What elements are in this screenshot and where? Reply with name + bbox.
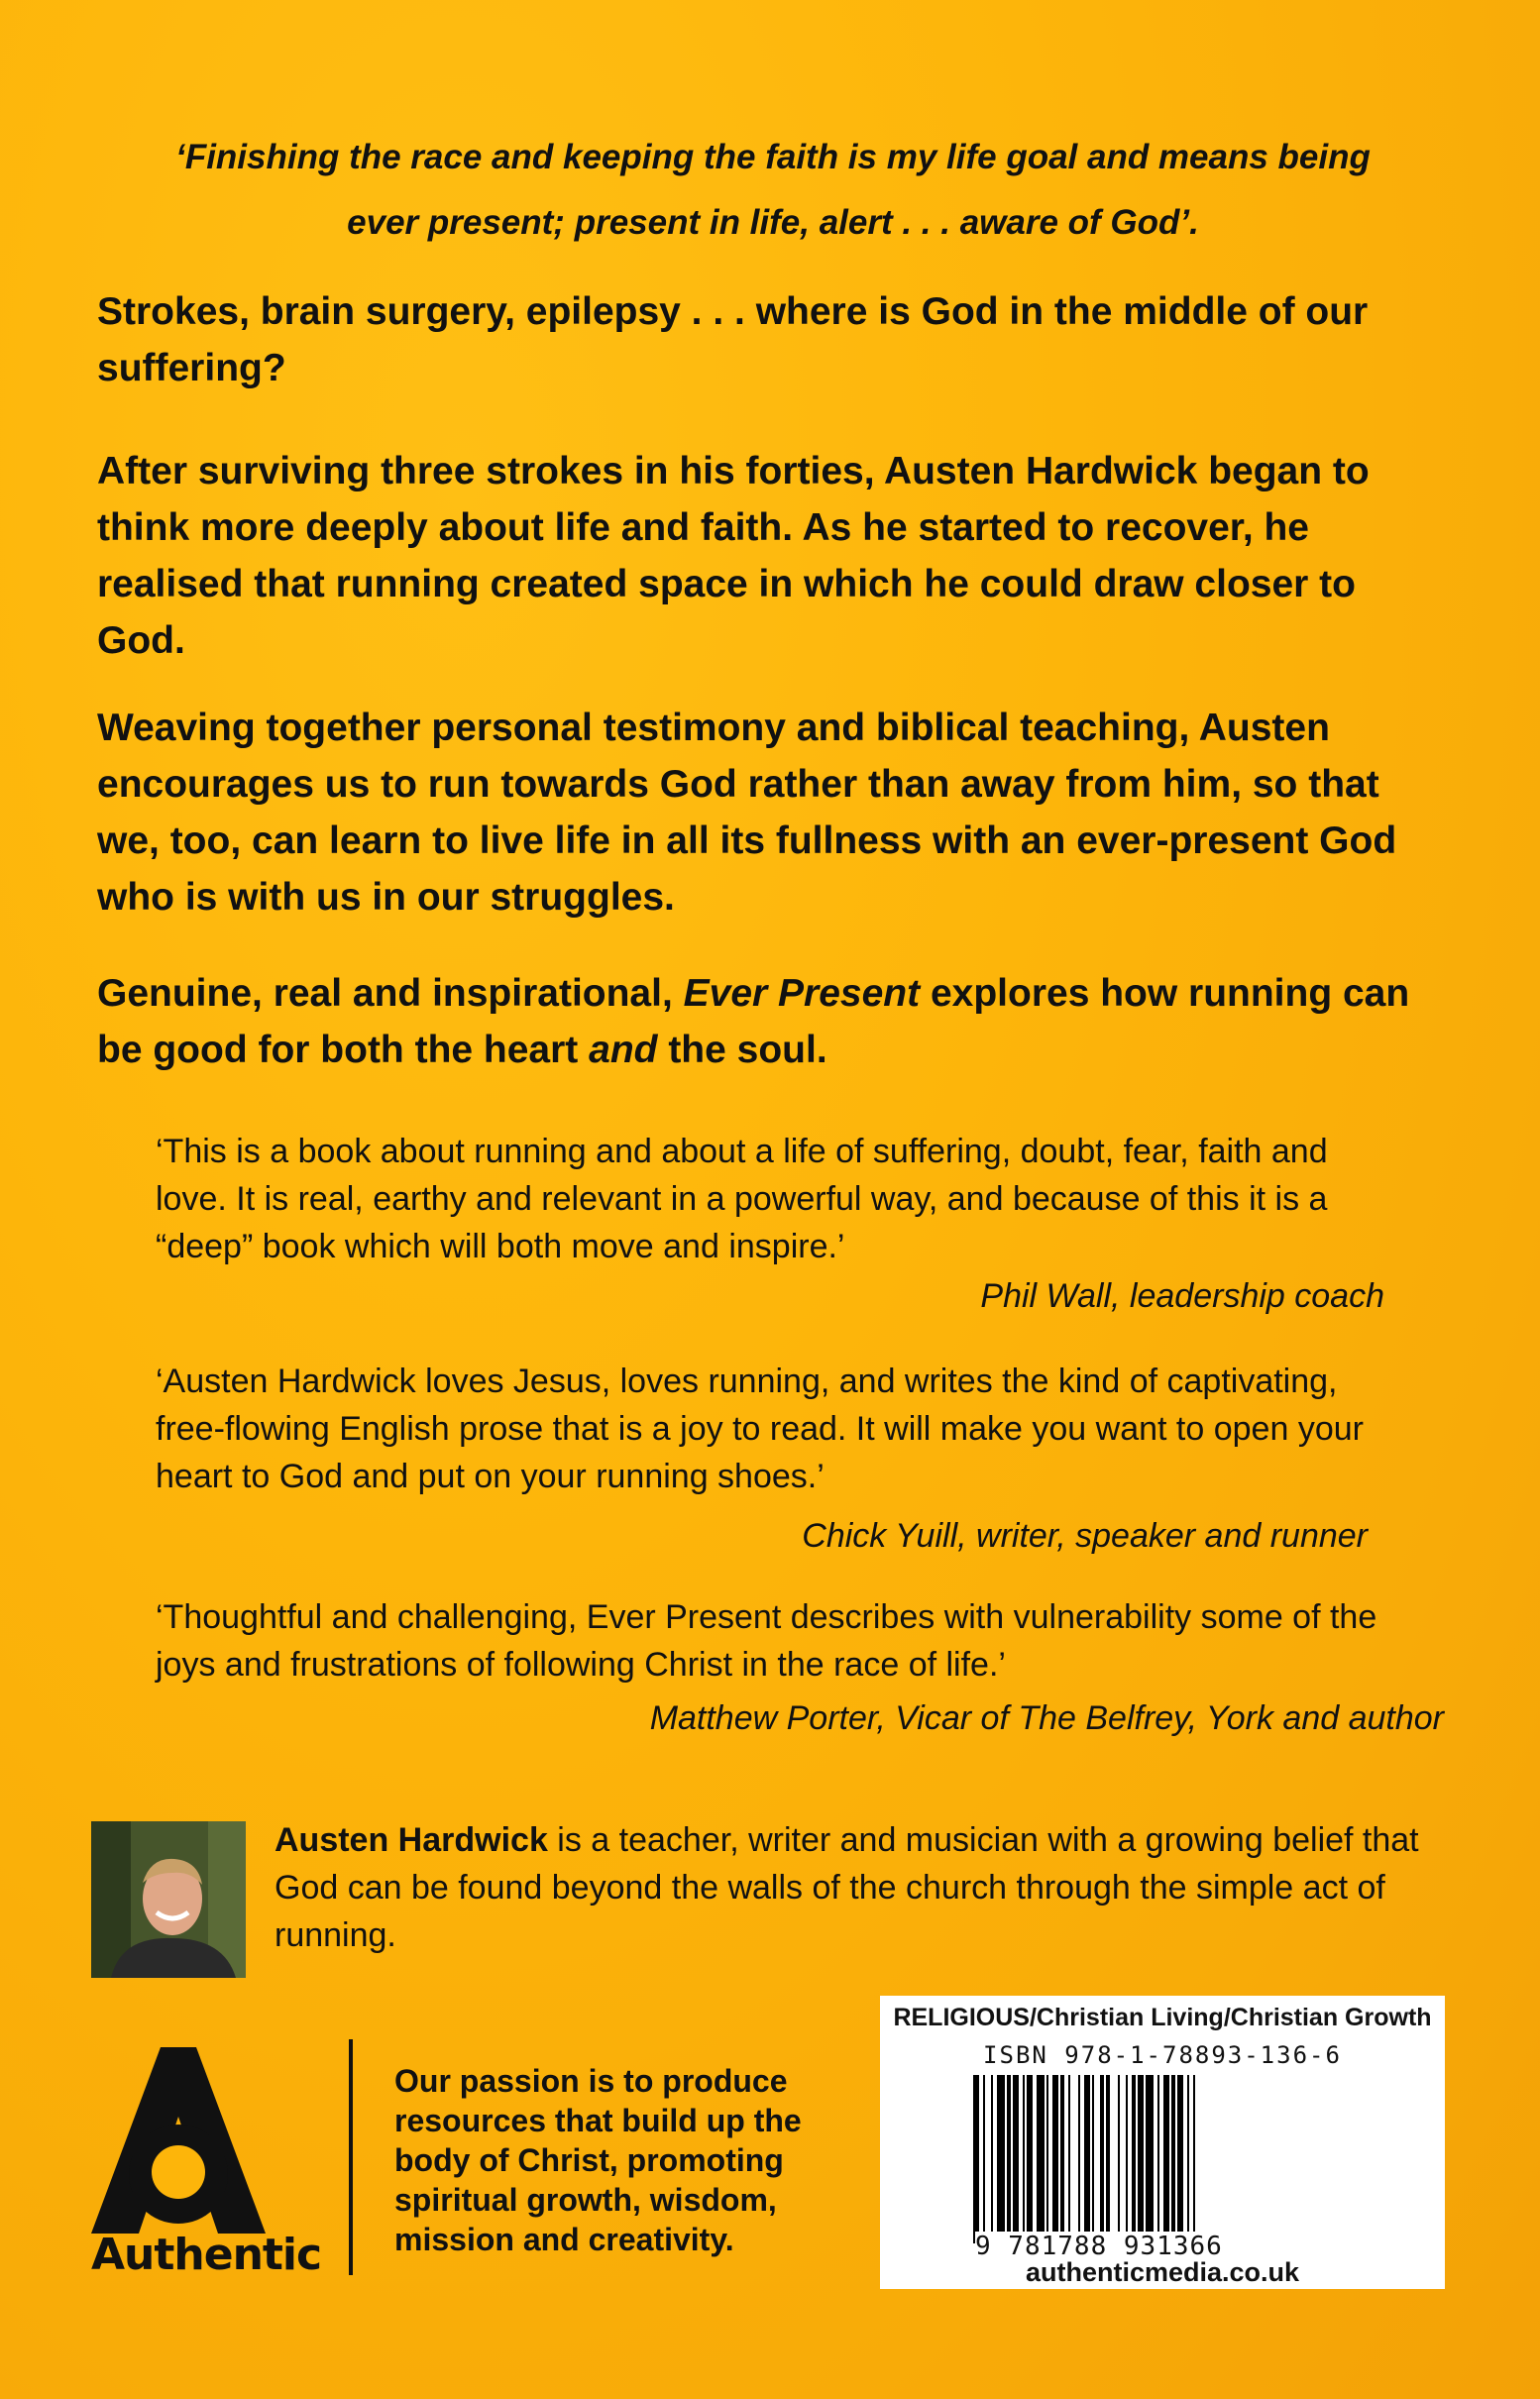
barcode-bar: [1163, 2075, 1169, 2232]
book-title: Ever Present: [683, 972, 921, 1015]
blurb-p4-and: and: [589, 1029, 658, 1071]
barcode-bar: [1187, 2075, 1189, 2232]
author-bio-text: is a teacher, writer and musician with a growing belief that God can be found beyond the walls of the church through the simple act of running.: [275, 1821, 1419, 1954]
barcode-bar: [1052, 2075, 1058, 2232]
barcode-bar: [1106, 2075, 1110, 2232]
blurb-p4-before: Genuine, real and inspirational,: [97, 972, 684, 1015]
barcode-bar: [1023, 2075, 1025, 2232]
isbn-text: ISBN 978-1-78893-136-6: [983, 2041, 1342, 2069]
author-portrait-icon: [91, 1821, 246, 1978]
publisher-mission: Our passion is to produce resources that build up the body of Christ, promoting spiritual growth, wisdom, mission and creativity.: [394, 2063, 802, 2257]
publisher-logo-text: Authentic: [91, 2230, 322, 2280]
barcode-bar: [983, 2075, 985, 2243]
barcode-bar: [1060, 2075, 1064, 2232]
blurb-p4-after: the soul.: [657, 1029, 827, 1071]
barcode-digits: 9 781788 931366: [975, 2232, 1352, 2261]
barcode-bar: [997, 2075, 1005, 2232]
author-name: Austen Hardwick: [275, 1821, 548, 1859]
blurb-paragraph-3: Weaving together personal testimony and biblical teaching, Austen encourages us to run towards God rather than away from him, so that we, too, can learn to live life in all its fullness with an ever-present God who is with us in our struggles.: [97, 707, 1397, 919]
barcode-bar: [1171, 2075, 1175, 2232]
bisac-category: RELIGIOUS/Christian Living/Christian Growth: [893, 2004, 1432, 2031]
barcode-bar: [1084, 2075, 1090, 2243]
publisher-divider: [349, 2039, 353, 2275]
blurb-paragraph-4: [97, 965, 1445, 1078]
blurb-paragraph-2: After surviving three strokes in his forties, Austen Hardwick began to think more deeply about life and faith. As he started to recover, he realised that running created space in which he could draw closer to God.: [97, 450, 1370, 662]
endorsement-quote-3: ‘Thoughtful and challenging, Ever Present describes with vulnerability some of the joys and frustrations of following Christ in the race of life.’: [156, 1598, 1377, 1684]
epigraph-line-2: ever present; present in life, alert . . . aware of God’.: [347, 203, 1199, 242]
barcode-bar: [1092, 2075, 1094, 2232]
barcode-bar: [1138, 2075, 1144, 2232]
epigraph-line-1: ‘Finishing the race and keeping the faith is my life goal and means being: [175, 138, 1371, 176]
author-bio: [275, 1816, 1434, 1959]
author-photo: [91, 1821, 246, 1978]
barcode-bar: [991, 2075, 993, 2232]
barcode-bar: [1146, 2075, 1154, 2232]
barcode-bar: [1078, 2075, 1080, 2232]
barcode-bar: [1013, 2075, 1019, 2232]
blurb-p4-middle: explores how running can be good for both the heart: [97, 972, 1410, 1071]
endorsement-attribution-2: Chick Yuill, writer, speaker and runner: [802, 1517, 1368, 1555]
barcode-bar: [1126, 2075, 1128, 2232]
epigraph: [149, 125, 1397, 256]
endorsement-quote-2: ‘Austen Hardwick loves Jesus, loves running, and writes the kind of captivating, free-flowing English prose that is a joy to read. It will make you want to open your heart to God and put on your running shoes.’: [156, 1363, 1364, 1495]
barcode-bar: [1177, 2075, 1183, 2232]
publisher-website: authenticmedia.co.uk: [1025, 2257, 1300, 2287]
barcode-bar: [1118, 2075, 1120, 2232]
barcode-panel: [880, 1996, 1445, 2289]
authentic-logo-icon: [91, 2047, 266, 2234]
endorsement-attribution-3: Matthew Porter, Vicar of The Belfrey, York and author: [649, 1699, 1444, 1737]
endorsement-attribution-1: Phil Wall, leadership coach: [980, 1277, 1384, 1315]
barcode-bar: [1027, 2075, 1033, 2232]
barcode-bar: [1132, 2075, 1136, 2232]
barcode-icon: [969, 2075, 1346, 2243]
barcode-bar: [973, 2075, 979, 2243]
barcode-bar: [1068, 2075, 1070, 2232]
endorsement-quote-1: ‘This is a book about running and about a life of suffering, doubt, fear, faith and love. It is real, earthy and relevant in a powerful way, and because of this it is a “deep” book which will both move and inspire.’: [156, 1133, 1328, 1265]
barcode-bar: [1100, 2075, 1104, 2232]
barcode-bar: [1046, 2075, 1048, 2232]
barcode-bar: [1193, 2075, 1195, 2243]
blurb-paragraph-1: Strokes, brain surgery, epilepsy . . . where is God in the middle of our suffering?: [97, 290, 1369, 389]
barcode-bar: [1007, 2075, 1011, 2232]
barcode-bar: [1037, 2075, 1045, 2232]
barcode-bar: [1157, 2075, 1159, 2232]
